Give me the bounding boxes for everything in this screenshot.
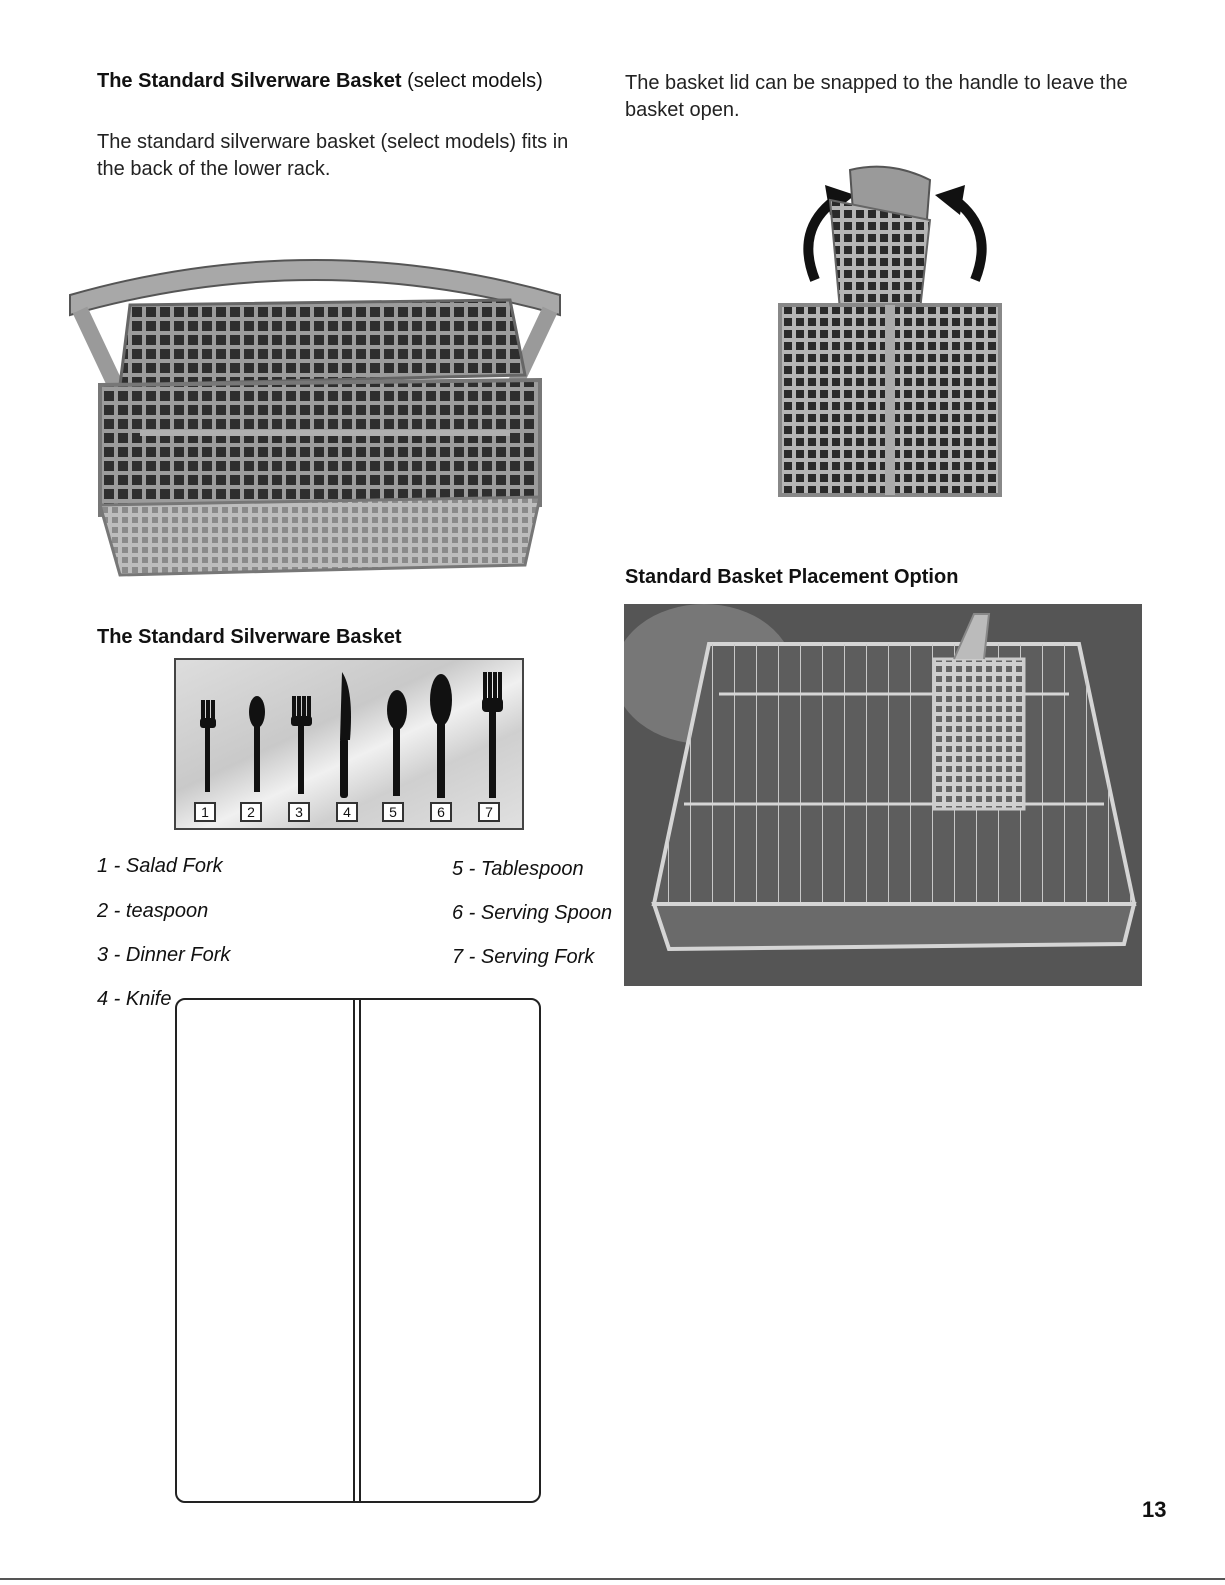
tablespoon-icon: [387, 690, 407, 796]
lid-paragraph: The basket lid can be snapped to the handle to leave the basket open.: [625, 72, 1128, 121]
utensil-number-4: 4: [336, 802, 358, 822]
teaspoon-icon: [249, 696, 265, 792]
knife-icon: [340, 672, 351, 798]
section-heading-silverware-basket: [97, 70, 543, 93]
legend-item-salad-fork: 1 - Salad Fork: [97, 855, 223, 877]
serving-fork-icon: [482, 672, 503, 798]
page-number: 13: [1142, 1497, 1167, 1522]
legend-item-dinner-fork: 3 - Dinner Fork: [97, 944, 231, 966]
utensil-number-7: 7: [478, 802, 500, 822]
page-bottom-rule: [0, 1578, 1225, 1580]
heading-bold-text: The Standard Silverware Basket: [97, 70, 402, 92]
heading-light-text: (select models): [401, 70, 543, 92]
legend-item-tablespoon: 5 - Tablespoon: [452, 858, 584, 880]
utensil-diagram: [174, 658, 524, 830]
salad-fork-icon: [200, 700, 216, 792]
utensil-number-5: 5: [382, 802, 404, 822]
intro-paragraph: The standard silverware basket (select models) fits in the back of the lower rack.: [97, 131, 569, 180]
legend-item-knife: 4 - Knife: [97, 988, 172, 1010]
legend-item-teaspoon: 2 - teaspoon: [97, 900, 209, 922]
serving-spoon-icon: [430, 674, 452, 798]
utensil-number-6: 6: [430, 802, 452, 822]
utensil-number-1: 1: [194, 802, 216, 822]
grid-divider: [353, 1000, 361, 1501]
diagram-title: The Standard Silverware Basket: [97, 626, 402, 648]
lower-rack-photo: [624, 604, 1142, 986]
dinner-fork-icon: [291, 696, 312, 794]
open-basket-photo: [770, 160, 1020, 510]
utensil-number-3: 3: [288, 802, 310, 822]
basket-loading-grid: [175, 998, 541, 1503]
utensil-number-2: 2: [240, 802, 262, 822]
placement-heading: Standard Basket Placement Option: [625, 566, 959, 588]
silverware-basket-photo: [60, 235, 570, 585]
legend-item-serving-fork: 7 - Serving Fork: [452, 946, 595, 968]
legend-item-serving-spoon: 6 - Serving Spoon: [452, 902, 613, 924]
